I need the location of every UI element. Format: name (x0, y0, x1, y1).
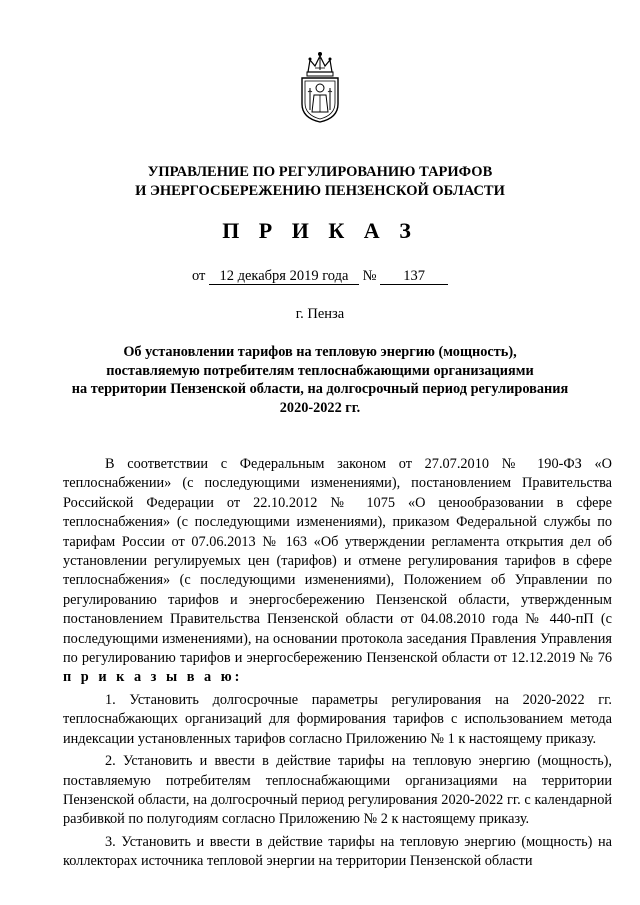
subject-line: 2020-2022 гг. (279, 399, 361, 416)
order-body (63, 455, 612, 872)
subject-line: поставляемую потребителям теплоснабжающими организациями (106, 362, 534, 379)
order-item-2: 2. Установить и ввести в действие тарифы на тепловую энергию (мощность), поставляемую потребителям теплоснабжающими организациями на территории Пензенской области, на долгосрочный период регулирования 2020-2022 гг. с календарной разбивкой по полугодиям согласно Приложению № 2 к настоящему приказу. (63, 753, 612, 828)
order-word: п р и к а з ы в а ю: (63, 669, 243, 686)
order-date: 12 декабря 2019 года (209, 269, 359, 285)
organization-name-line2: И ЭНЕРГОСБЕРЕЖЕНИЮ ПЕНЗЕНСКОЙ ОБЛАСТИ (135, 183, 505, 199)
organization-name-line1: УПРАВЛЕНИЕ ПО РЕГУЛИРОВАНИЮ ТАРИФОВ (147, 164, 493, 180)
order-subject (40, 343, 600, 417)
date-number-line (0, 268, 640, 285)
order-number: 137 (380, 269, 448, 285)
document-type-title: П Р И К А З (222, 218, 418, 243)
subject-line: Об установлении тарифов на тепловую энергию (мощность), (123, 344, 517, 360)
preamble-paragraph (63, 455, 612, 688)
order-item-3: 3. Установить и ввести в действие тарифы на тепловую энергию (мощность) на коллекторах источника тепловой энергии на территории Пензенской области (63, 833, 612, 870)
preamble-text: В соответствии с Федеральным законом от 27.07.2010 № 190-ФЗ «О теплоснабжении» (с последующими изменениями), постановлением Правительства Российской Федерации от 22.10.2012 № 1075 «О ценообразовании в сфере теплоснабжения» (с последующими изменениями), приказом Федеральной службы по тарифам России от 07.06.2013 № 163 «Об утверждении регламента открытия дел об установлении регулируемых цен (тарифов) и отмене регулирования тарифов в сфере теплоснабжения» (с последующими изменениями), Положением об Управлении по регулированию тарифов и энергосбережению Пензенской области, утвержденным постановлением Правительства Пензенской области от 04.08.2010 года № 440-пП (с последующими изменениями), на основании протокола заседания Правления Управления по регулированию тарифов и энергосбережению Пензенской области от 12.12.2019 № 76 (63, 456, 612, 667)
date-prefix: от (191, 268, 206, 284)
order-item-1: 1. Установить долгосрочные параметры регулирования на 2020-2022 гг. теплоснабжающих организаций для формирования тарифов с использованием метода индексации установленных тарифов согласно Приложению № 1 к настоящему приказу. (63, 691, 612, 747)
issue-city: г. Пенза (295, 306, 345, 322)
subject-line: на территории Пензенской области, на долгосрочный период регулирования (71, 381, 569, 397)
coat-of-arms-emblem (298, 48, 342, 124)
number-prefix: № (362, 268, 377, 284)
